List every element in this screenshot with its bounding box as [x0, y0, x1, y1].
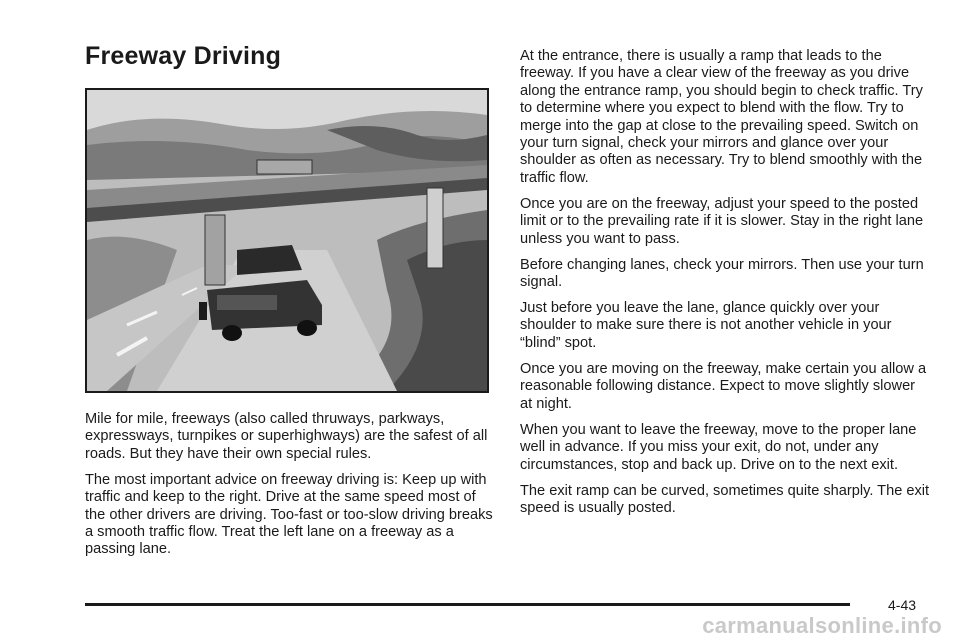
freeway-illustration-icon [87, 90, 487, 391]
right-column [520, 48, 930, 526]
watermark: carmanualsonline.info [702, 613, 942, 638]
paragraph: The exit ramp can be curved, sometimes quite sharply. The exit speed is usually posted. [520, 482, 930, 516]
paragraph: Once you are moving on the freeway, make certain you allow a reasonable following distance. Expect to move slightly slower at night. [520, 360, 927, 412]
paragraph: Mile for mile, freeways (also called thruways, parkways, expressways, turnpikes or superhighways) are the safest of all roads. But they have their own special rules. [85, 411, 488, 462]
paragraph: At the entrance, there is usually a ramp that leads to the freeway. If you have a clear view of the freeway as you drive along the entrance ramp, you should begin to check traffic. Try to determine where you expect to blend with the flow. Try to merge into the gap at close to the prevailing speed. Switch on your turn signal, check your mirrors and glance over your shoulder as often as necessary. Try to blend smoothly with the traffic flow. [520, 48, 923, 186]
freeway-illustration [85, 88, 489, 393]
paragraph: When you want to leave the freeway, move to the proper lane well in advance. If you miss your exit, do not, under any circumstances, stop and back up. Drive on to the next exit. [520, 421, 917, 473]
left-column [85, 411, 497, 567]
paragraph: Just before you leave the lane, glance quickly over your shoulder to make sure there is not another vehicle in your “blind” spot. [520, 300, 892, 351]
paragraph: Once you are on the freeway, adjust your speed to the posted limit or to the prevailing rate if it is slower. Stay in the right lane unless you want to pass. [520, 195, 924, 247]
paragraph: The most important advice on freeway driving is: Keep up with traffic and keep to the right. Drive at the same speed most of the other drivers are driving. Too-fast or too-slow driving breaks a smooth traffic flow. Treat the left lane on a freeway as a passing lane. [85, 471, 493, 558]
footer-rule [85, 603, 850, 606]
page-number: 4-43 [888, 597, 917, 613]
page-title: Freeway Driving [85, 42, 282, 70]
paragraph: Before changing lanes, check your mirrors. Then use your turn signal. [520, 256, 924, 291]
